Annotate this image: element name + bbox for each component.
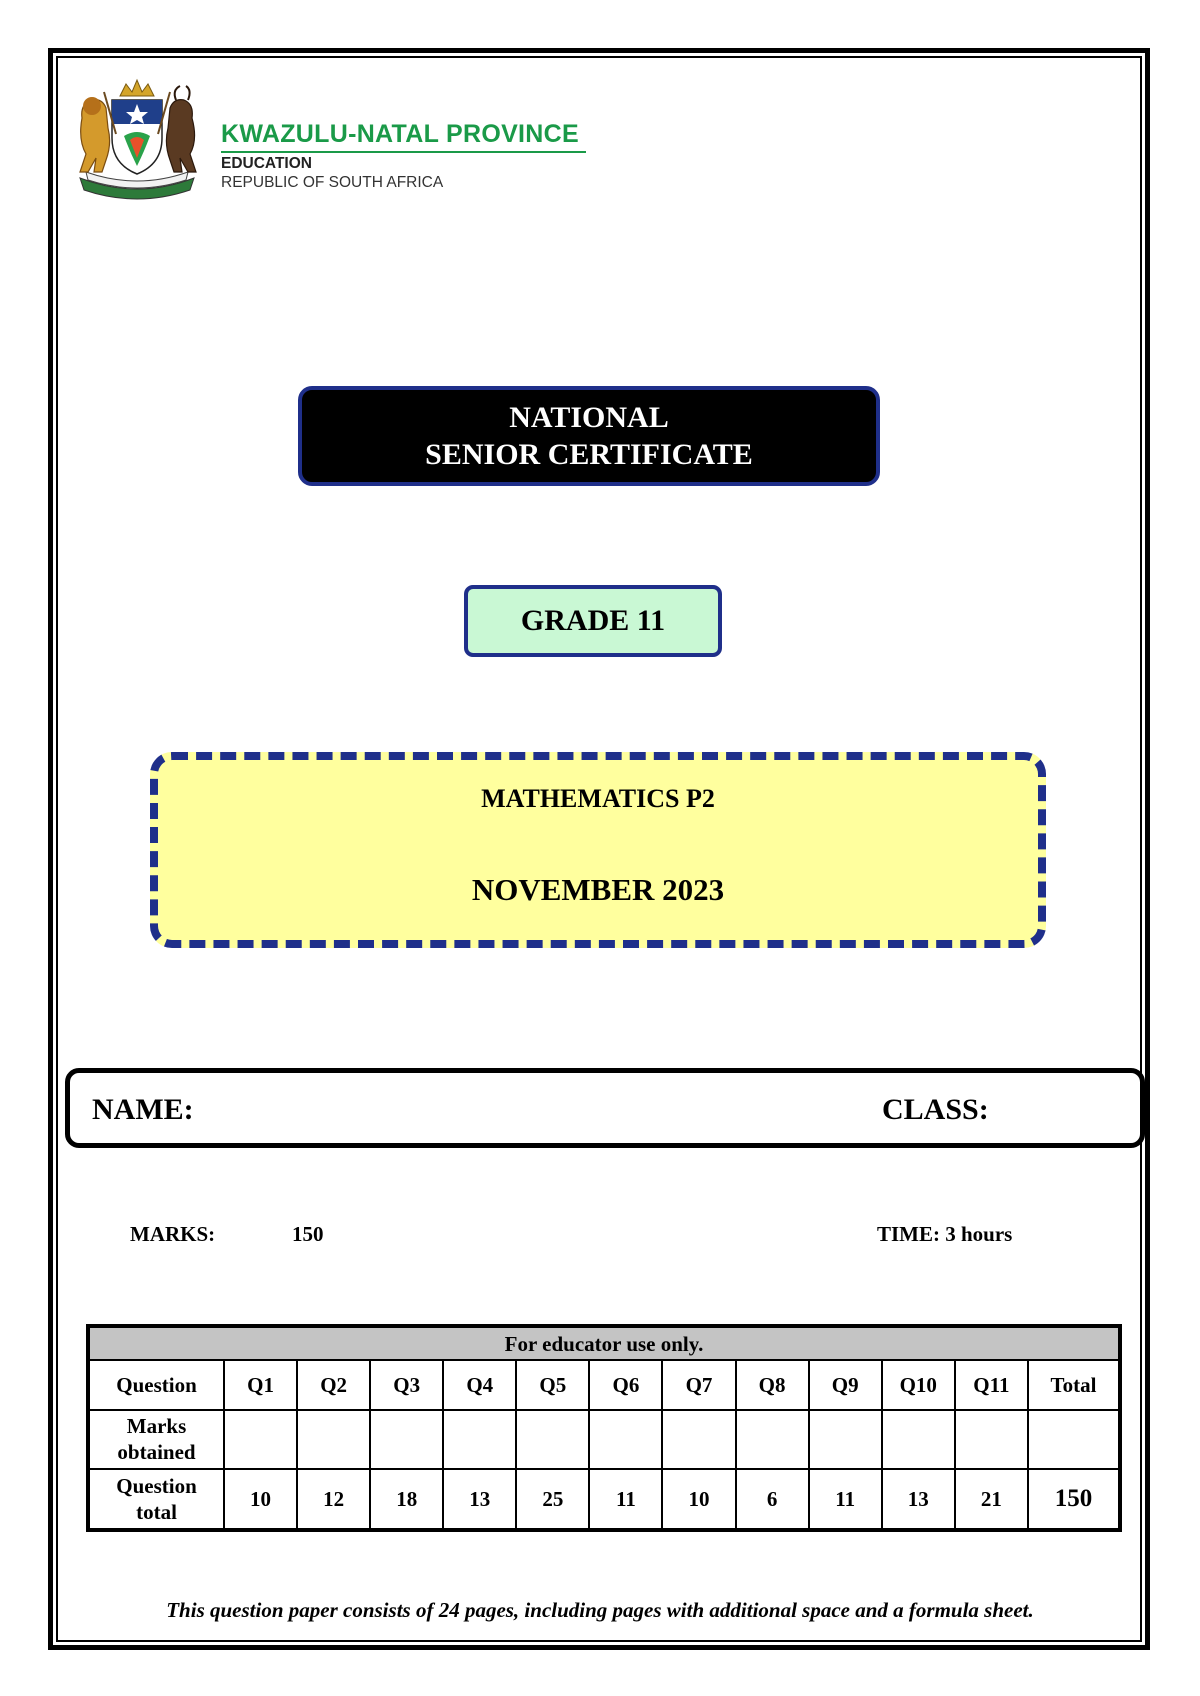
- table-row-marks-obtained: [88, 1410, 1120, 1468]
- row-label-question-total: [88, 1469, 224, 1530]
- total-cell: 11: [589, 1469, 662, 1530]
- province-divider: [221, 151, 586, 153]
- marks-cell[interactable]: [809, 1410, 882, 1468]
- marks-label: MARKS:: [130, 1222, 216, 1246]
- total-cell: 13: [882, 1469, 955, 1530]
- marks-cell[interactable]: [736, 1410, 809, 1468]
- marks-cell[interactable]: [370, 1410, 443, 1468]
- marks-cell[interactable]: [589, 1410, 662, 1468]
- marks-cell[interactable]: [224, 1410, 297, 1468]
- marks-cell[interactable]: [662, 1410, 735, 1468]
- student-info-box[interactable]: [65, 1068, 1145, 1148]
- column-header: Q10: [882, 1360, 955, 1410]
- row-label-question: Question: [88, 1360, 224, 1410]
- total-cell: 10: [662, 1469, 735, 1530]
- column-header: Q6: [589, 1360, 662, 1410]
- row-label-line: total: [136, 1499, 177, 1524]
- country-name: REPUBLIC OF SOUTH AFRICA: [221, 174, 444, 191]
- column-header: Q3: [370, 1360, 443, 1410]
- marks-cell[interactable]: [955, 1410, 1028, 1468]
- total-cell: 25: [516, 1469, 589, 1530]
- total-cell: 11: [809, 1469, 882, 1530]
- exam-date: NOVEMBER 2023: [471, 872, 725, 907]
- row-label-line: Question: [116, 1473, 197, 1498]
- column-header: Q8: [736, 1360, 809, 1410]
- total-cell: 18: [370, 1469, 443, 1530]
- row-label-marks-obtained: [88, 1410, 224, 1468]
- educator-marks-table: [86, 1324, 1122, 1532]
- column-header: Q4: [443, 1360, 516, 1410]
- table-caption: For educator use only.: [88, 1326, 1120, 1360]
- total-cell: 13: [443, 1469, 516, 1530]
- column-header: Q7: [662, 1360, 735, 1410]
- table-row-questions: [88, 1360, 1120, 1410]
- kzn-coat-of-arms-icon: [72, 74, 202, 202]
- row-label-line: obtained: [117, 1440, 196, 1465]
- row-label-line: Marks: [126, 1414, 187, 1439]
- marks-cell[interactable]: [297, 1410, 370, 1468]
- marks-cell[interactable]: [882, 1410, 955, 1468]
- column-header: Q2: [297, 1360, 370, 1410]
- total-cell: 6: [736, 1469, 809, 1530]
- class-label: CLASS:: [882, 1093, 989, 1126]
- table-row-question-total: [88, 1469, 1120, 1530]
- column-header: Q11: [955, 1360, 1028, 1410]
- name-label: NAME:: [92, 1093, 194, 1126]
- marks-cell[interactable]: [1028, 1410, 1120, 1468]
- page-count-note: This question paper consists of 24 pages, including pages with additional space and a formula sheet.: [166, 1598, 1034, 1622]
- exam-time: TIME: 3 hours: [877, 1222, 1013, 1246]
- total-cell: 12: [297, 1469, 370, 1530]
- certificate-line-1: NATIONAL: [509, 401, 669, 434]
- column-header: Q9: [809, 1360, 882, 1410]
- total-cell: 21: [955, 1469, 1028, 1530]
- certificate-banner: [298, 386, 880, 486]
- column-header: Total: [1028, 1360, 1120, 1410]
- grand-total-cell: 150: [1028, 1469, 1120, 1530]
- province-name: KWAZULU-NATAL PROVINCE: [221, 120, 579, 148]
- department-name: EDUCATION: [221, 155, 312, 172]
- marks-cell[interactable]: [516, 1410, 589, 1468]
- marks-value: 150: [292, 1222, 324, 1246]
- column-header: Q1: [224, 1360, 297, 1410]
- marks-cell[interactable]: [443, 1410, 516, 1468]
- subject-panel: [150, 752, 1046, 948]
- subject-title: MATHEMATICS P2: [481, 784, 715, 813]
- column-header: Q5: [516, 1360, 589, 1410]
- grade-badge: GRADE 11: [464, 585, 722, 657]
- total-cell: 10: [224, 1469, 297, 1530]
- certificate-line-2: SENIOR CERTIFICATE: [425, 438, 753, 471]
